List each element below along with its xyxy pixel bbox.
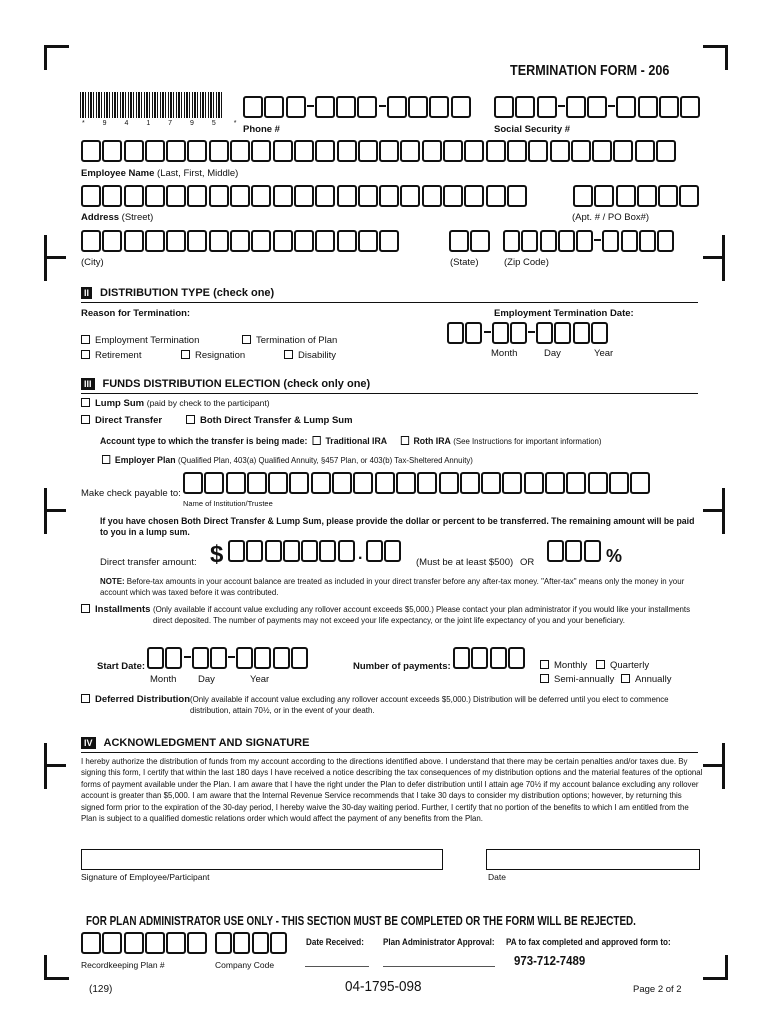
- char-box[interactable]: [353, 472, 373, 494]
- char-box[interactable]: [226, 472, 246, 494]
- zip-boxes[interactable]: [503, 230, 676, 252]
- roth-ira-label: Roth IRA: [413, 436, 451, 447]
- phone-label: Phone #: [243, 124, 280, 135]
- char-box[interactable]: [379, 140, 399, 162]
- char-box[interactable]: [576, 230, 593, 252]
- freq-label: Annually: [635, 674, 672, 685]
- section-4-title: ACKNOWLEDGMENT AND SIGNATURE: [103, 737, 310, 749]
- section-2-rule: [81, 302, 698, 303]
- date-input[interactable]: [486, 849, 700, 870]
- char-box[interactable]: [417, 472, 437, 494]
- char-box[interactable]: [81, 230, 101, 252]
- both-label: Both Direct Transfer & Lump Sum: [200, 415, 353, 426]
- char-box[interactable]: [315, 230, 335, 252]
- char-box[interactable]: [613, 140, 633, 162]
- section-2-number: II: [81, 287, 92, 299]
- char-box[interactable]: [102, 140, 122, 162]
- char-box[interactable]: [102, 185, 122, 207]
- checkbox-resignation[interactable]: [181, 350, 190, 359]
- termination-date-label: Employment Termination Date:: [494, 308, 634, 319]
- checkbox-annually[interactable]: [621, 674, 630, 683]
- signature-input[interactable]: [81, 849, 443, 870]
- char-box[interactable]: [358, 185, 378, 207]
- option-installments[interactable]: [81, 604, 150, 615]
- zip-label: (Zip Code): [504, 257, 549, 268]
- char-box[interactable]: [443, 185, 463, 207]
- char-box[interactable]: [337, 140, 357, 162]
- checkbox-roth-ira[interactable]: [401, 436, 409, 445]
- deferred-label: Deferred Distribution: [95, 694, 191, 705]
- num-payments-label: Number of payments:: [353, 661, 451, 672]
- char-box[interactable]: [251, 230, 271, 252]
- char-box[interactable]: [268, 472, 288, 494]
- char-box[interactable]: [422, 140, 442, 162]
- corner-mark-top-left: [44, 45, 69, 70]
- termination-year-label: Year: [594, 348, 614, 359]
- checkbox-quarterly[interactable]: [596, 660, 605, 669]
- char-box[interactable]: [449, 230, 469, 252]
- reason-label: Reason for Termination:: [81, 308, 191, 319]
- char-box[interactable]: [558, 230, 575, 252]
- char-box[interactable]: [230, 230, 250, 252]
- section-3-number: III: [81, 378, 95, 390]
- acknowledgment-text: I hereby authorize the distribution of funds from my account according to the directions identified above. I understand that there may be certain penalties and/or taxes due. By signing this form, I certify that within the last 180 days I have received a notice describing the tax consequences of my distribution options and the material features of the optional forms of payment available under the Plan. I am aware that I have the right under the Plan to defer distribution until I attain age 70½ if my account balance excluding any rollover account is greater than $5,000. I am aware that the Internal Revenue Service recommends that I take 30 days to consider my distribution options; however, by returning this signed form prior to the expiration of the 30-day period, I hereby waive the 30-day waiting period. Further, I certify that no portion of the benefits to which I am entitled from the Plan is subject to a qualified domestic relations order which would affect the payment of any benefits from the Plan.: [81, 756, 703, 824]
- checkbox-disability[interactable]: [284, 350, 293, 359]
- barcode: [80, 92, 224, 118]
- char-box[interactable]: [550, 140, 570, 162]
- char-box[interactable]: [464, 185, 484, 207]
- checkbox-semiannually[interactable]: [540, 674, 549, 683]
- char-box[interactable]: [230, 140, 250, 162]
- apt-label: (Apt. # / PO Box#): [572, 212, 650, 223]
- char-box[interactable]: [337, 230, 357, 252]
- char-box[interactable]: [616, 185, 636, 207]
- option-disability[interactable]: [284, 350, 336, 361]
- char-box[interactable]: [315, 140, 335, 162]
- char-box[interactable]: [209, 230, 229, 252]
- char-box[interactable]: [230, 185, 250, 207]
- char-box[interactable]: [251, 185, 271, 207]
- char-box[interactable]: [379, 230, 399, 252]
- checkbox-deferred[interactable]: [81, 694, 90, 703]
- char-box[interactable]: [145, 140, 165, 162]
- char-box[interactable]: [481, 472, 501, 494]
- char-box[interactable]: [166, 140, 186, 162]
- option-label: Disability: [298, 350, 337, 361]
- section-4-number: IV: [81, 737, 96, 749]
- start-date-label: Start Date:: [97, 661, 146, 672]
- option-deferred[interactable]: [81, 694, 190, 705]
- date-received-line[interactable]: [305, 966, 369, 967]
- char-box[interactable]: [470, 230, 490, 252]
- option-employment-termination[interactable]: [81, 335, 199, 346]
- char-box[interactable]: [375, 472, 395, 494]
- installments-text: (Only available if account value excluding any rollover account exceeds $5,000.) Please contact your plan administrator if you would like your installments direct deposited. The number of payments may not exceed your life expectancy, or the joint life expectancy of you and your beneficiary.: [153, 604, 691, 626]
- address-label-row: [81, 212, 153, 223]
- checkbox-employer-plan[interactable]: [102, 455, 110, 464]
- start-month-label: Month: [150, 674, 177, 685]
- option-retirement[interactable]: [81, 350, 141, 361]
- phone-boxes[interactable]: [243, 96, 472, 118]
- char-box[interactable]: [294, 185, 314, 207]
- corner-mark-bottom-right: [703, 955, 728, 980]
- option-label: Retirement: [95, 350, 142, 361]
- char-box[interactable]: [311, 472, 331, 494]
- admin-heading: FOR PLAN ADMINISTRATOR USE ONLY - THIS SECTION MUST BE COMPLETED OR THE FORM WILL BE REJECTED.: [86, 914, 636, 928]
- char-box[interactable]: [503, 230, 520, 252]
- option-termination-of-plan[interactable]: [242, 335, 337, 346]
- date-label: Date: [488, 872, 506, 882]
- char-box[interactable]: [679, 185, 699, 207]
- char-box[interactable]: [507, 185, 527, 207]
- decimal-point: .: [358, 546, 363, 563]
- freq-label: Semi-annually: [554, 674, 615, 685]
- char-box[interactable]: [609, 472, 629, 494]
- char-box[interactable]: [502, 472, 522, 494]
- section-3-header: [81, 378, 370, 390]
- note-paragraph: [100, 576, 703, 599]
- char-box[interactable]: [251, 140, 271, 162]
- char-box[interactable]: [294, 230, 314, 252]
- char-box[interactable]: [145, 185, 165, 207]
- char-box[interactable]: [528, 140, 548, 162]
- institution-boxes[interactable]: [183, 472, 652, 494]
- employee-name-boxes[interactable]: [81, 140, 677, 162]
- corner-mark-bottom-left: [44, 955, 69, 980]
- option-both[interactable]: [186, 415, 353, 426]
- employer-plan-hint: (Qualified Plan, 403(a) Qualified Annuity, §457 Plan, or 403(b) Tax-Sheltered Annuity): [178, 455, 473, 465]
- option-employer-plan[interactable]: [102, 455, 473, 466]
- freq-label: Quarterly: [610, 660, 650, 671]
- barcode-text: * 9 4 1 7 9 5 *: [82, 120, 245, 127]
- char-box[interactable]: [521, 230, 538, 252]
- char-box[interactable]: [183, 472, 203, 494]
- char-box[interactable]: [273, 185, 293, 207]
- char-box[interactable]: [658, 185, 678, 207]
- dollar-sign: $: [210, 541, 224, 568]
- approval-label: Plan Administrator Approval:: [383, 937, 495, 948]
- payable-to-label: Make check payable to:: [81, 488, 181, 499]
- char-box[interactable]: [486, 140, 506, 162]
- checkbox-retirement[interactable]: [81, 350, 90, 359]
- lump-sum-hint: (paid by check to the participant): [146, 398, 270, 408]
- footer-code: (129): [89, 984, 113, 995]
- checkbox-employment-termination[interactable]: [81, 335, 90, 344]
- both-instructions: If you have chosen Both Direct Transfer & Lump Sum, please provide the dollar or percent to be transferred. The remaining amount will be paid to you in a lump sum.: [100, 516, 695, 538]
- char-box[interactable]: [187, 185, 207, 207]
- corner-mark-top-right: [703, 45, 728, 70]
- option-label: Termination of Plan: [256, 335, 338, 346]
- char-box[interactable]: [358, 230, 378, 252]
- fax-note: PA to fax completed and approved form to:: [506, 937, 671, 948]
- section-2-title: DISTRIBUTION TYPE (check one): [100, 287, 275, 299]
- char-box[interactable]: [656, 140, 676, 162]
- transfer-percent-boxes[interactable]: [547, 540, 602, 562]
- transfer-amount-label: Direct transfer amount:: [100, 557, 197, 568]
- char-box[interactable]: [592, 140, 612, 162]
- start-year-label: Year: [250, 674, 270, 685]
- char-box[interactable]: [594, 185, 614, 207]
- char-box[interactable]: [332, 472, 352, 494]
- char-box[interactable]: [621, 230, 638, 252]
- form-title: TERMINATION FORM - 206: [510, 62, 670, 79]
- percent-sign: %: [606, 546, 623, 566]
- checkbox-both[interactable]: [186, 415, 195, 424]
- company-code-label: Company Code: [215, 960, 275, 970]
- account-type-row: [100, 436, 602, 447]
- section-4-rule: [81, 752, 698, 753]
- freq-annually[interactable]: [621, 674, 671, 685]
- char-box[interactable]: [209, 140, 229, 162]
- institution-label: Name of Institution/Trustee: [183, 499, 273, 508]
- checkbox-lump-sum[interactable]: [81, 398, 90, 407]
- address-apt-boxes[interactable]: [573, 185, 701, 207]
- char-box[interactable]: [358, 140, 378, 162]
- deferred-text: (Only available if account value excluding any rollover account exceeds $5,000.) Distribution will be deferred until you elect to commence distribution, attain 70½, or in the event of your death.: [190, 694, 669, 716]
- account-type-label: Account type to which the transfer is being made:: [100, 436, 308, 447]
- char-box[interactable]: [400, 185, 420, 207]
- transfer-cents-boxes[interactable]: [366, 540, 403, 562]
- transfer-amount-boxes[interactable]: [228, 540, 356, 562]
- char-box[interactable]: [166, 185, 186, 207]
- address-street-boxes[interactable]: [81, 185, 528, 207]
- state-label: (State): [450, 257, 479, 268]
- char-box[interactable]: [464, 140, 484, 162]
- num-payments-boxes[interactable]: [453, 647, 526, 669]
- char-box[interactable]: [145, 230, 165, 252]
- char-box[interactable]: [124, 140, 144, 162]
- checkbox-direct-transfer[interactable]: [81, 415, 90, 424]
- freq-label: Monthly: [554, 660, 588, 671]
- char-box[interactable]: [187, 140, 207, 162]
- fax-number: 973-712-7489: [514, 953, 586, 968]
- char-box[interactable]: [379, 185, 399, 207]
- char-box[interactable]: [566, 472, 586, 494]
- ssn-boxes[interactable]: [494, 96, 702, 118]
- note-text: Before-tax amounts in your account balance are treated as included in your direct transfer before any after-tax money. "After-tax" means only the money in your account which was taxed before it was contributed.: [100, 576, 685, 598]
- char-box[interactable]: [273, 230, 293, 252]
- start-day-label: Day: [198, 674, 215, 685]
- char-box[interactable]: [588, 472, 608, 494]
- approval-line[interactable]: [383, 966, 495, 967]
- char-box[interactable]: [507, 140, 527, 162]
- section-3-title: FUNDS DISTRIBUTION ELECTION (check only one): [102, 378, 371, 390]
- char-box[interactable]: [439, 472, 459, 494]
- char-box[interactable]: [571, 140, 591, 162]
- char-box[interactable]: [422, 185, 442, 207]
- section-2-header: [81, 287, 274, 299]
- option-label: Resignation: [195, 350, 246, 361]
- roth-hint: (See Instructions for important information): [453, 436, 602, 446]
- minimum-note: (Must be at least $500): [416, 557, 514, 568]
- address-hint: (Street): [121, 212, 154, 223]
- traditional-ira-label: Traditional IRA: [325, 436, 388, 447]
- section-3-rule: [81, 393, 698, 394]
- recordkeeping-label: Recordkeeping Plan #: [81, 960, 165, 970]
- freq-monthly[interactable]: [540, 660, 587, 671]
- direct-transfer-label: Direct Transfer: [95, 415, 163, 426]
- char-box[interactable]: [486, 185, 506, 207]
- char-box[interactable]: [630, 472, 650, 494]
- city-label: (City): [81, 257, 104, 268]
- char-box[interactable]: [400, 140, 420, 162]
- option-lump-sum[interactable]: [81, 398, 270, 409]
- state-boxes[interactable]: [449, 230, 492, 252]
- address-label: Address: [81, 212, 120, 223]
- ssn-label: Social Security #: [494, 124, 571, 135]
- char-box[interactable]: [294, 140, 314, 162]
- note-label: NOTE:: [100, 576, 125, 586]
- char-box[interactable]: [443, 140, 463, 162]
- option-label: Employment Termination: [95, 335, 200, 346]
- start-date-boxes[interactable]: [147, 647, 309, 669]
- freq-semiannually[interactable]: [540, 674, 614, 685]
- or-label: OR: [520, 557, 535, 568]
- char-box[interactable]: [166, 230, 186, 252]
- char-box[interactable]: [204, 472, 224, 494]
- char-box[interactable]: [524, 472, 544, 494]
- char-box[interactable]: [81, 140, 101, 162]
- char-box[interactable]: [639, 230, 656, 252]
- char-box[interactable]: [81, 185, 101, 207]
- form-number: 04-1795-098: [345, 978, 422, 995]
- termination-date-boxes[interactable]: [447, 322, 609, 344]
- checkbox-installments[interactable]: [81, 604, 90, 613]
- employee-name-label-row: [81, 168, 238, 179]
- char-box[interactable]: [187, 230, 207, 252]
- lump-sum-label: Lump Sum: [95, 398, 145, 409]
- char-box[interactable]: [396, 472, 416, 494]
- section-4-header: [81, 737, 309, 749]
- checkbox-traditional-ira[interactable]: [313, 436, 321, 445]
- company-code-boxes[interactable]: [215, 932, 288, 954]
- char-box[interactable]: [573, 185, 593, 207]
- char-box[interactable]: [247, 472, 267, 494]
- char-box[interactable]: [460, 472, 480, 494]
- char-box[interactable]: [637, 185, 657, 207]
- char-box[interactable]: [540, 230, 557, 252]
- char-box[interactable]: [657, 230, 674, 252]
- char-box[interactable]: [545, 472, 565, 494]
- option-resignation[interactable]: [181, 350, 245, 361]
- termination-day-label: Day: [544, 348, 561, 359]
- installments-label: Installments: [95, 604, 151, 615]
- char-box[interactable]: [602, 230, 619, 252]
- char-box[interactable]: [209, 185, 229, 207]
- char-box[interactable]: [315, 185, 335, 207]
- recordkeeping-boxes[interactable]: [81, 932, 209, 954]
- char-box[interactable]: [289, 472, 309, 494]
- checkbox-monthly[interactable]: [540, 660, 549, 669]
- signature-label: Signature of Employee/Participant: [81, 872, 210, 882]
- freq-quarterly[interactable]: [596, 660, 649, 671]
- char-box[interactable]: [124, 185, 144, 207]
- city-boxes[interactable]: [81, 230, 400, 252]
- char-box[interactable]: [273, 140, 293, 162]
- page-number: Page 2 of 2: [633, 984, 682, 995]
- char-box[interactable]: [635, 140, 655, 162]
- employer-plan-label: Employer Plan: [114, 455, 176, 466]
- employee-name-hint: (Last, First, Middle): [157, 168, 239, 179]
- char-box[interactable]: [124, 230, 144, 252]
- char-box[interactable]: [102, 230, 122, 252]
- termination-month-label: Month: [491, 348, 518, 359]
- char-box[interactable]: [337, 185, 357, 207]
- date-received-label: Date Received:: [306, 937, 364, 948]
- employee-name-label: Employee Name: [81, 168, 155, 179]
- zip-dash: [594, 239, 601, 241]
- option-direct-transfer[interactable]: [81, 415, 162, 426]
- checkbox-termination-of-plan[interactable]: [242, 335, 251, 344]
